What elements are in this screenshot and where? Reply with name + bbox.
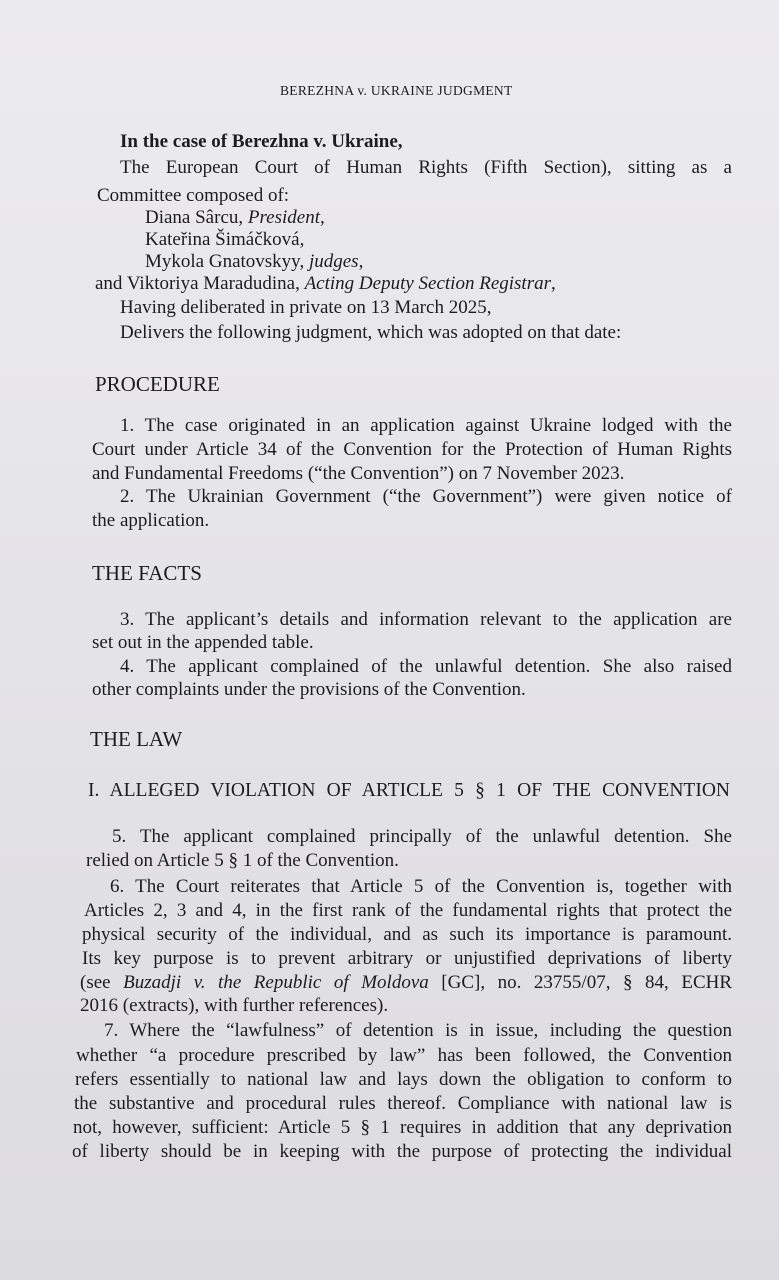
section-title-facts: THE FACTS xyxy=(92,561,202,585)
deliberated-line: Having deliberated in private on 13 March 2025, xyxy=(120,297,492,318)
paragraph-line: 2. The Ukrainian Government (“the Government”) were given notice of xyxy=(120,486,732,507)
judge-president: Diana Sârcu, President, xyxy=(145,207,325,228)
section-title-procedure: PROCEDURE xyxy=(95,372,220,396)
paragraph-line: 5. The applicant complained principally of the unlawful detention. She xyxy=(112,826,732,847)
paragraph-line: the application. xyxy=(92,510,210,531)
judge-name: Diana Sârcu, xyxy=(145,207,248,228)
paragraph-line: and Fundamental Freedoms (“the Convention”) on 7 November 2023. xyxy=(92,463,625,484)
citation-suffix: [GC], no. 23755/07, § 84, ECHR xyxy=(428,972,733,993)
paragraph-line: set out in the appended table. xyxy=(92,632,314,653)
page-header: BEREZHNA v. UKRAINE JUDGMENT xyxy=(280,83,513,98)
registrar-name: and Viktoriya Maradudina, xyxy=(95,273,305,294)
case-title: In the case of Berezhna v. Ukraine, xyxy=(120,131,403,152)
citation-prefix: (see xyxy=(80,972,124,993)
paragraph-line: 4. The applicant complained of the unlawful detention. She also raised xyxy=(120,656,732,677)
paragraph-line: 7. Where the “lawfulness” of detention is in issue, including the question xyxy=(104,1020,732,1041)
paragraph-line: physical security of the individual, and as such its importance is paramount. xyxy=(82,924,732,945)
paragraph-line: of liberty should be in keeping with the purpose of protecting the individual xyxy=(72,1141,732,1162)
subsection-heading: I. ALLEGED VIOLATION OF ARTICLE 5 § 1 OF THE CONVENTION xyxy=(88,780,730,801)
paragraph-line: other complaints under the provisions of the Convention. xyxy=(92,679,526,700)
paragraph-line: Articles 2, 3 and 4, in the first rank of the fundamental rights that protect the xyxy=(84,900,732,921)
judge-role: judges xyxy=(308,251,359,272)
paragraph-line: relied on Article 5 § 1 of the Convention. xyxy=(86,850,399,871)
judge-name: Mykola Gnatovskyy, xyxy=(145,251,309,272)
paragraph-line: refers essentially to national law and lays down the obligation to conform to xyxy=(75,1069,732,1090)
section-title-law: THE LAW xyxy=(90,727,183,751)
intro-line: Committee composed of: xyxy=(97,185,290,206)
paragraph-line: 2016 (extracts), with further references). xyxy=(80,995,389,1016)
paragraph-line: whether “a procedure prescribed by law” has been followed, the Convention xyxy=(76,1045,732,1066)
paragraph-line: 6. The Court reiterates that Article 5 of the Convention is, together with xyxy=(110,876,732,897)
paragraph-line: not, however, sufficient: Article 5 § 1 requires in addition that any deprivation xyxy=(73,1117,732,1138)
paragraph-line: Court under Article 34 of the Convention for the Protection of Human Rights xyxy=(92,439,732,460)
paragraph-line: Its key purpose is to prevent arbitrary or unjustified deprivations of liberty xyxy=(82,948,732,969)
paragraph-line: 1. The case originated in an application against Ukraine lodged with the xyxy=(120,415,732,436)
judge: Kateřina Šimáčková, xyxy=(145,229,305,250)
case-citation: Buzadji v. the Republic of Moldova xyxy=(123,972,429,993)
citation-line xyxy=(80,972,732,993)
judge-role: President xyxy=(247,207,321,228)
intro-line: The European Court of Human Rights (Fifth Section), sitting as a xyxy=(120,157,732,178)
judge: Mykola Gnatovskyy, judges, xyxy=(145,251,364,272)
delivers-line: Delivers the following judgment, which was adopted on that date: xyxy=(120,322,622,343)
paragraph-line: 3. The applicant’s details and information relevant to the application are xyxy=(120,609,732,630)
registrar-role: Acting Deputy Section Registrar xyxy=(304,273,551,294)
paragraph-line: the substantive and procedural rules thereof. Compliance with national law is xyxy=(74,1093,732,1114)
registrar: and Viktoriya Maradudina, Acting Deputy Section Registrar, xyxy=(95,273,556,294)
